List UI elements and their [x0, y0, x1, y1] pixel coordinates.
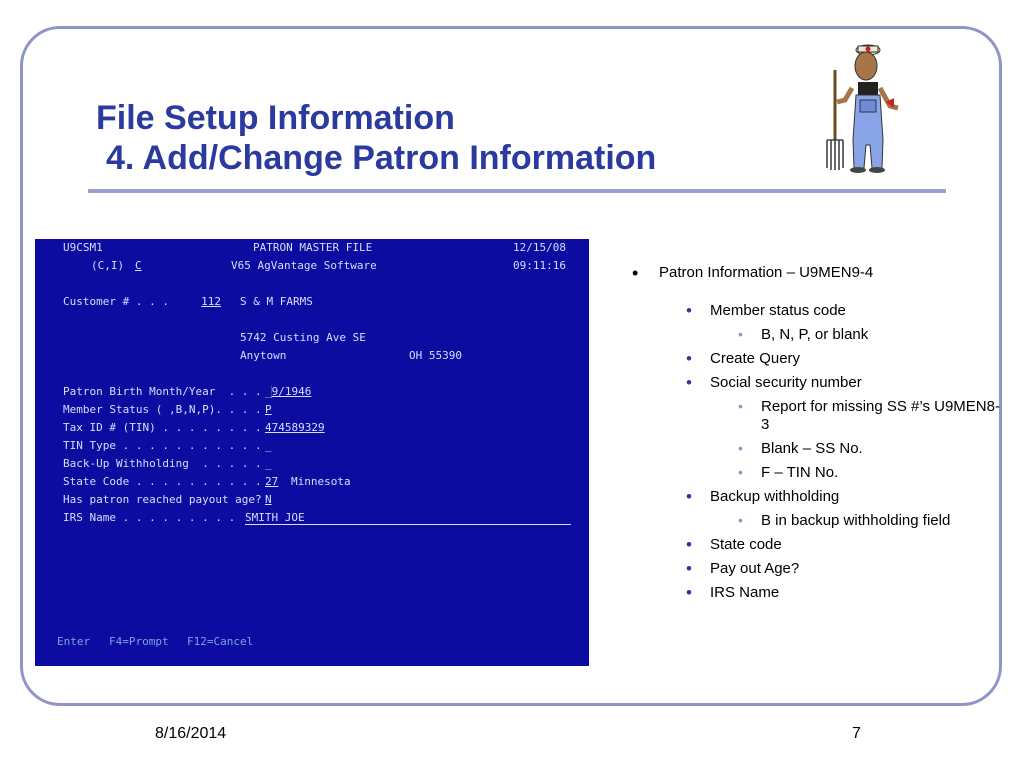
title-line-2: 4. Add/Change Patron Information	[106, 139, 657, 177]
tax-id-label: Tax ID # (TIN) . . . . . . . .	[63, 421, 262, 434]
bullet-item: • F – TIN No.	[632, 464, 1002, 482]
member-status-field[interactable]: P	[265, 403, 272, 416]
customer-state-zip: OH 55390	[409, 349, 462, 362]
bullet-item: • Patron Information – U9MEN9-4	[632, 264, 1002, 282]
customer-label: Customer # . . .	[63, 295, 169, 308]
customer-number-field[interactable]: 112	[201, 295, 221, 308]
text-cursor: █	[265, 385, 272, 398]
screen-date: 12/15/08	[513, 241, 566, 254]
irs-name-label: IRS Name . . . . . . . . .	[63, 511, 236, 524]
bullet-item: • Blank – SS No.	[632, 440, 1002, 458]
bullet-item: • Pay out Age?	[632, 560, 1002, 578]
page-number: 7	[852, 725, 861, 742]
f12-cancel-key[interactable]: F12=Cancel	[187, 635, 254, 648]
customer-name: S & M FARMS	[240, 295, 313, 308]
payout-age-label: Has patron reached payout age?	[63, 493, 262, 506]
bullet-list	[632, 264, 1002, 608]
tin-type-label: TIN Type . . . . . . . . . . .	[63, 439, 262, 452]
terminal-screenshot	[35, 239, 589, 666]
birth-value: 9/1946	[271, 385, 312, 398]
state-code-label: State Code . . . . . . . . . .	[63, 475, 262, 488]
irs-name-field[interactable]: SMITH JOE	[245, 511, 571, 525]
program-id: U9CSM1	[63, 241, 103, 254]
tax-id-field[interactable]: 474589329	[265, 421, 325, 434]
backup-withholding-label: Back-Up Withholding . . . . .	[63, 457, 262, 470]
title-line-1: File Setup Information	[96, 99, 455, 137]
enter-key[interactable]: Enter	[57, 635, 91, 648]
title-divider	[88, 189, 946, 193]
customer-address: 5742 Custing Ave SE	[240, 331, 366, 344]
member-status-label: Member Status ( ,B,N,P). . . .	[63, 403, 262, 416]
backup-withholding-field[interactable]: _	[265, 457, 272, 470]
footer-date: 8/16/2014	[155, 725, 227, 742]
customer-city: Anytown	[240, 349, 287, 362]
mode-field[interactable]: C	[135, 259, 142, 272]
software-name: V65 AgVantage Software	[231, 259, 377, 272]
birth-label: Patron Birth Month/Year . . .	[63, 385, 262, 398]
f4-prompt-key[interactable]: F4=Prompt	[109, 635, 169, 648]
bullet-item: • Report for missing SS #’s U9MEN8-3	[632, 398, 1002, 434]
bullet-item: • B in backup withholding field	[632, 512, 1002, 530]
bullet-item: • Social security number	[632, 374, 1002, 392]
state-code-field[interactable]: 27	[265, 475, 279, 488]
bullet-item: • Create Query	[632, 350, 1002, 368]
screen-title: PATRON MASTER FILE	[253, 241, 373, 254]
payout-age-field[interactable]: N	[265, 493, 272, 506]
screen-time: 09:11:16	[513, 259, 566, 272]
slide-title	[96, 98, 656, 178]
farmer-with-pitchfork-icon	[820, 40, 920, 175]
bullet-item: • IRS Name	[632, 584, 1002, 602]
bullet-item: • Member status code	[632, 302, 1002, 320]
bullet-item: • State code	[632, 536, 1002, 554]
mode-label: (C,I)	[91, 259, 125, 272]
tin-type-field[interactable]: _	[265, 439, 272, 452]
bullet-item: • B, N, P, or blank	[632, 326, 1002, 344]
state-name: Minnesota	[291, 475, 351, 488]
bullet-item: • Backup withholding	[632, 488, 1002, 506]
birth-field[interactable]	[265, 385, 311, 399]
